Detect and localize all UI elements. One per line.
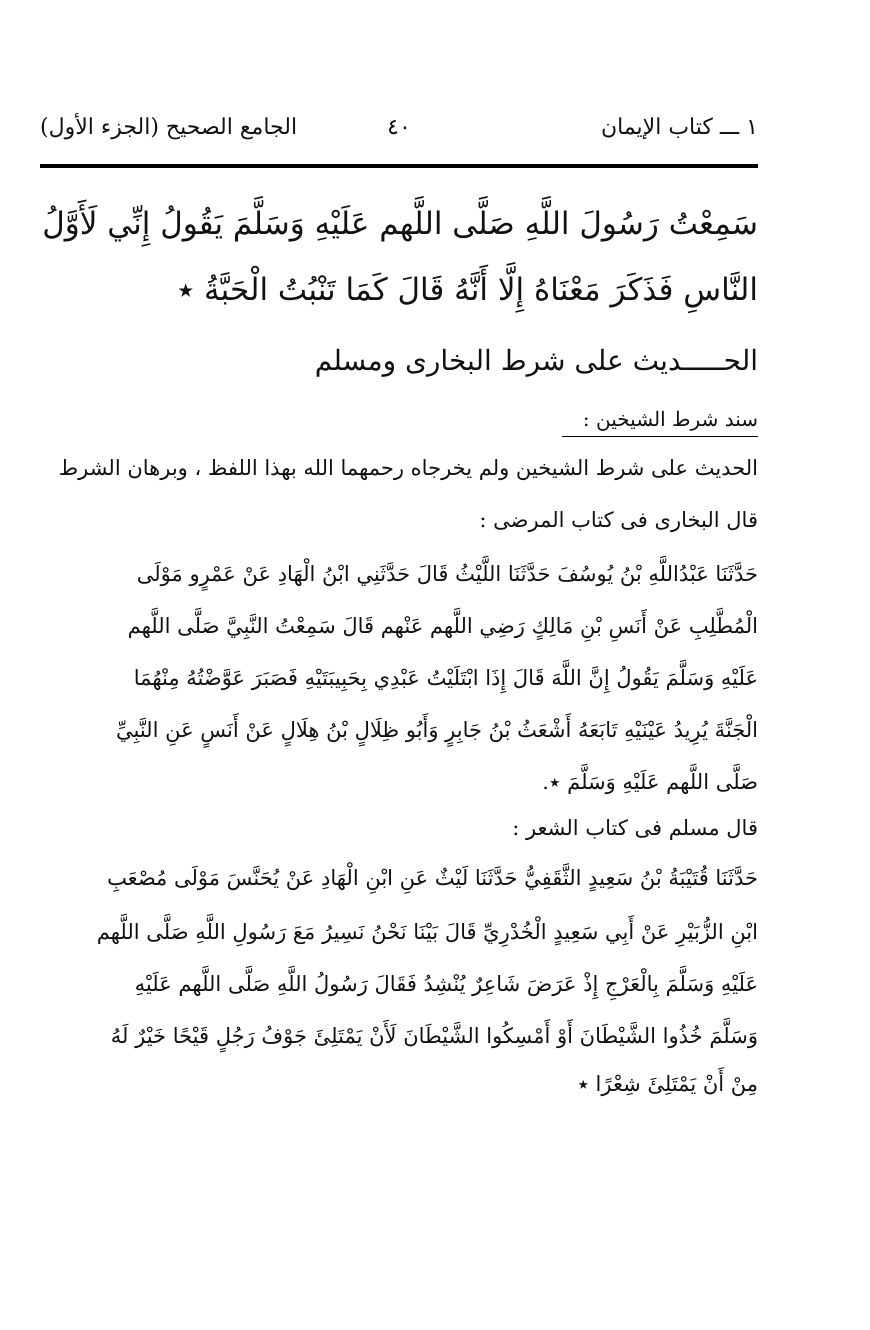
- section-label-wrap: [583, 402, 758, 436]
- muslim-line: مِنْ أَنْ يَمْتَلِئَ شِعْرًا ٭: [577, 1072, 758, 1096]
- muslim-line: حَدَّثَنَا قُتَيْبَةُ بْنُ سَعِيدٍ الثَّقَفِيُّ حَدَّثَنَا لَيْثٌ عَنِ ابْنِ الْهَادِ عَنْ يُحَنَّسَ مَوْلَى مُصْعَبِ: [107, 866, 758, 890]
- bukhari-line: حَدَّثَنَا عَبْدُاللَّهِ بْنُ يُوسُفَ حَدَّثَنَا اللَّيْثُ قَالَ حَدَّثَنِي ابْنُ الْهَادِ عَنْ عَمْرٍو مَوْلَى: [136, 562, 758, 586]
- bukhari-line: صَلَّى اللَّهم عَلَيْهِ وَسَلَّمَ ٭.: [542, 770, 758, 794]
- section-heading: الحـــــديث على شرط البخارى ومسلم: [314, 344, 758, 377]
- header-rule: [40, 164, 758, 168]
- muslim-line: عَلَيْهِ وَسَلَّمَ بِالْعَرْجِ إِذْ عَرَضَ شَاعِرٌ يُنْشِدُ فَقَالَ رَسُولُ اللَّهِ صَلَّى اللَّهم عَلَيْهِ: [134, 972, 758, 996]
- bukhari-line: عَلَيْهِ وَسَلَّمَ يَقُولُ إِنَّ اللَّهَ قَالَ إِذَا ابْتَلَيْتُ عَبْدِي بِحَبِيبَتَيْهِ فَصَبَرَ عَوَّضْتُهُ مِنْهُمَا: [133, 666, 758, 690]
- hadith-line: سَمِعْتُ رَسُولَ اللَّهِ صَلَّى اللَّهم عَلَيْهِ وَسَلَّمَ يَقُولُ إِنِّي لَأَوَّلُ: [42, 206, 758, 242]
- muslim-line: ابْنِ الزُّبَيْرِ عَنْ أَبِي سَعِيدٍ الْخُدْرِيِّ قَالَ بَيْنَا نَحْنُ نَسِيرُ مَعَ رَسُولِ اللَّهِ صَلَّى اللَّهم: [96, 920, 758, 944]
- hadith-line: النَّاسِ فَذَكَرَ مَعْنَاهُ إِلَّا أَنَّهُ قَالَ كَمَا تَنْبُتُ الْحَبَّةُ ٭: [177, 272, 758, 308]
- document-page: [40, 0, 758, 1330]
- chapter-title: ١ ـــ كتاب الإيمان: [600, 115, 758, 140]
- page-number: ٤٠: [387, 115, 411, 140]
- bukhari-line: الْجَنَّةَ يُرِيدُ عَيْنَيْهِ تَابَعَهُ أَشْعَثُ بْنُ جَابِرٍ وَأَبُو ظِلَالٍ بْنُ هِلَالٍ عَنْ أَنَسٍ عَنِ النَّبِيِّ: [116, 718, 758, 742]
- bukhari-line: الْمُطَّلِبِ عَنْ أَنَسِ بْنِ مَالِكٍ رَضِي اللَّهم عَنْهم قَالَ سَمِعْتُ النَّبِيَّ صَلَّى اللَّهم: [127, 614, 758, 638]
- section-label-underline: [562, 436, 758, 437]
- intro-line: الحديث على شرط الشيخين ولم يخرجاه رحمهما الله بهذا اللفظ ، وبرهان الشرط: [58, 456, 758, 480]
- muslim-line: وَسَلَّمَ خُذُوا الشَّيْطَانَ أَوْ أَمْسِكُوا الشَّيْطَانَ لَأَنْ يَمْتَلِئَ جَوْفُ رَجُلٍ قَيْحًا خَيْرٌ لَهُ: [110, 1024, 758, 1048]
- book-title: الجامع الصحيح (الجزء الأول): [40, 115, 298, 140]
- bukhari-intro: قال البخارى فى كتاب المرضى :: [479, 508, 758, 532]
- section-label: سند شرط الشيخين :: [582, 407, 758, 431]
- muslim-intro: قال مسلم فى كتاب الشعر :: [512, 816, 758, 840]
- page-header: [40, 108, 758, 148]
